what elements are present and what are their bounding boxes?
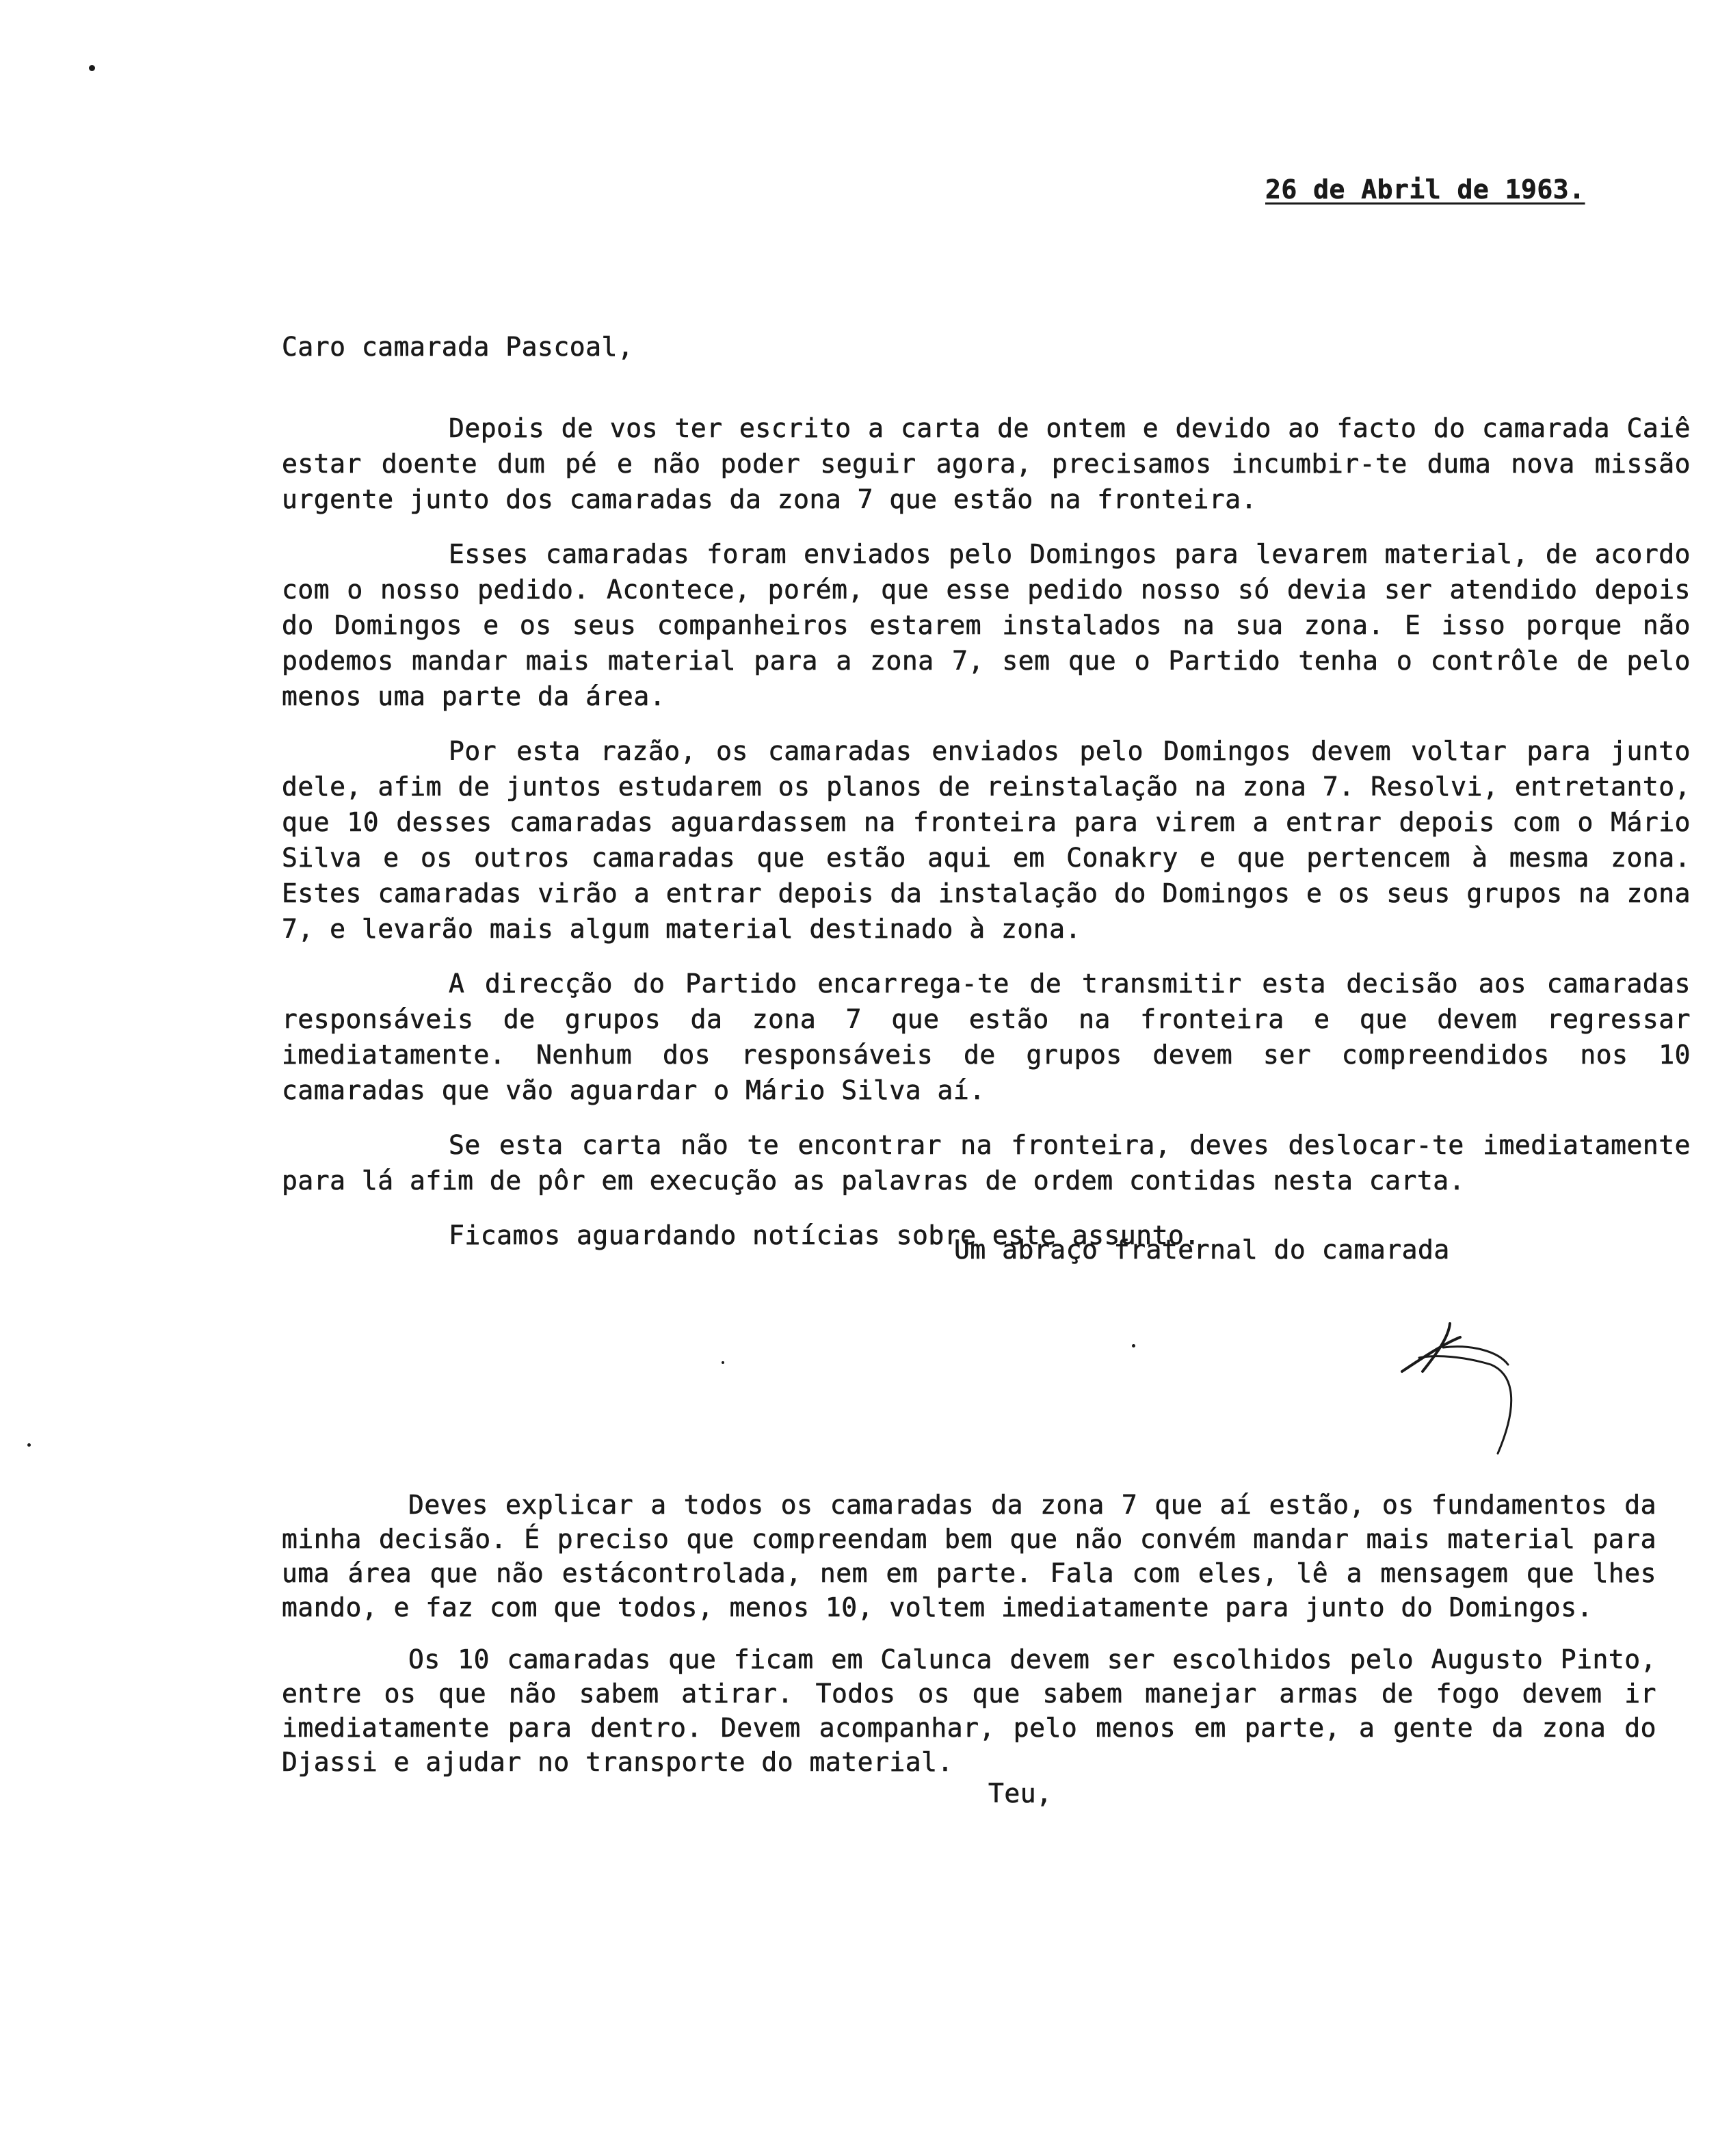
scan-speck xyxy=(27,1443,31,1447)
postscript-paragraph: Os 10 camaradas que ficam em Calunca devem ser escolhidos pelo Augusto Pinto, entre os que não sabem atirar. Todos os que sabem manejar armas de fogo devem ir imediatamente para dentro. Devem acompanhar, pelo menos em parte, a gente da zona do Djassi e ajudar no transporte do material. xyxy=(282,1644,1656,1777)
signoff: Um abraço fraternal do camarada xyxy=(954,1235,1450,1265)
body-paragraph: Depois de vos ter escrito a carta de ontem e devido ao facto do camarada Caiê estar doente dum pé e não poder seguir agora, precisamos incumbir-te duma nova missão urgente junto dos camaradas da zona 7 que estão na fronteira. xyxy=(282,413,1691,514)
scan-speck xyxy=(89,65,95,71)
salutation: Caro camarada Pascoal, xyxy=(282,332,634,362)
body-paragraph: Esses camaradas foram enviados pelo Domingos para levarem material, de acordo com o nosso pedido. Acontece, porém, que esse pedido nosso só devia ser atendido depois do Domingos e os seus companheiros estarem instalados na sua zona. E isso porque não podemos mandar mais material para a zona 7, sem que o Partido tenha o contrôle de pelo menos uma parte da área. xyxy=(282,539,1691,711)
handwritten-signature xyxy=(1395,1317,1532,1467)
scan-speck xyxy=(722,1361,724,1364)
body-paragraph: Se esta carta não te encontrar na fronteira, deves deslocar-te imediatamente para lá afim de pôr em execução as palavras de ordem contidas nesta carta. xyxy=(282,1130,1691,1196)
letter-date: 26 de Abril de 1963. xyxy=(1265,174,1585,205)
scan-speck xyxy=(1132,1344,1135,1348)
body-paragraph: Por esta razão, os camaradas enviados pelo Domingos devem voltar para junto dele, afim de juntos estudarem os planos de reinstalação na zona 7. Resolvi, entretanto, que 10 desses camaradas aguardassem na fronteira para virem a entrar depois com o Mário Silva e os outros camaradas que estão aqui em Conakry e que pertencem à mesma zona. Estes camaradas virão a entrar depois da instalação do Domingos e os seus grupos na zona 7, e levarão mais algum material destinado à zona. xyxy=(282,736,1691,944)
postscript xyxy=(282,1488,1656,1797)
body-paragraph: A direcção do Partido encarrega-te de transmitir esta decisão aos camaradas responsáveis de grupos da zona 7 que estão na fronteira e que devem regressar imediatamente. Nenhum dos responsáveis de grupos devem ser compreendidos nos 10 camaradas que vão aguardar o Mário Silva aí. xyxy=(282,969,1691,1105)
closing: Teu, xyxy=(988,1778,1053,1809)
letter-body xyxy=(282,410,1691,1260)
body-paragraph: Ficamos aguardando notícias sobre este assunto. xyxy=(449,1220,1200,1250)
postscript-paragraph: Deves explicar a todos os camaradas da zona 7 que aí estão, os fundamentos da minha decisão. É preciso que compreendam bem que não convém mandar mais material para uma área que não estácontrolada, nem em parte. Fala com eles, lê a mensagem que lhes mando, e faz com que todos, menos 10, voltem imediatamente para junto do Domingos. xyxy=(282,1490,1656,1622)
